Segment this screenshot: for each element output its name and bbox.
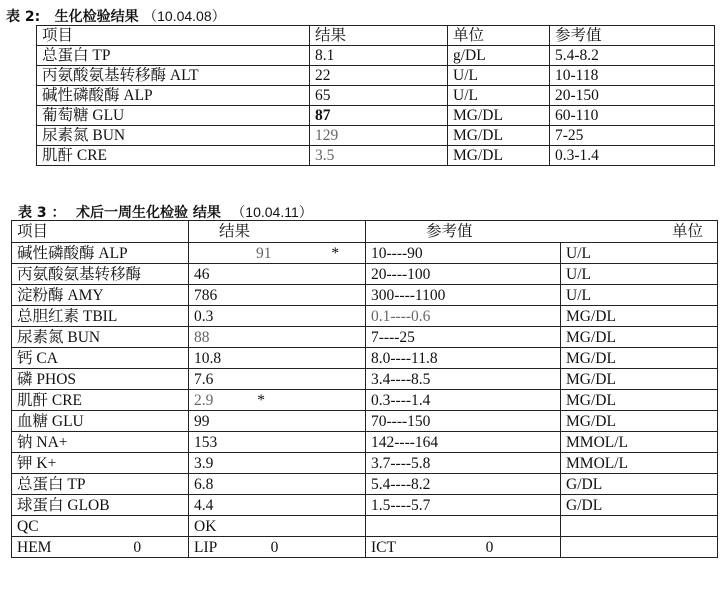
table-row bbox=[37, 86, 715, 106]
item-cell: 总蛋白 TP bbox=[12, 474, 189, 495]
ref-cell: 60-110 bbox=[550, 106, 715, 126]
ref-cell: 10----90 bbox=[366, 243, 561, 264]
table-row bbox=[37, 106, 715, 126]
lip-cell bbox=[189, 537, 366, 558]
ref-cell: 70----150 bbox=[366, 411, 561, 432]
item-cell: 肌酐 CRE bbox=[37, 146, 310, 166]
item-cell: 钾 K+ bbox=[12, 453, 189, 474]
table2-header-row bbox=[12, 221, 718, 243]
ref-cell: 20----100 bbox=[366, 264, 561, 285]
table1-header-item: 项目 bbox=[37, 26, 310, 46]
table-row bbox=[12, 348, 718, 369]
empty-cell bbox=[366, 516, 561, 537]
result-cell bbox=[189, 390, 366, 411]
hem-cell bbox=[12, 537, 189, 558]
result-cell: 87 bbox=[310, 106, 448, 126]
unit-cell: MG/DL bbox=[561, 327, 718, 348]
table-row bbox=[12, 306, 718, 327]
ref-cell: 7-25 bbox=[550, 126, 715, 146]
ref-cell: 10-118 bbox=[550, 66, 715, 86]
table2-header-result: 结果 bbox=[189, 221, 366, 243]
table1 bbox=[36, 25, 715, 166]
hem-label: HEM bbox=[17, 538, 52, 556]
ref-cell: 300----1100 bbox=[366, 285, 561, 306]
item-cell: 碱性磷酸酶 ALP bbox=[12, 243, 189, 264]
result-cell bbox=[189, 243, 366, 264]
result-cell: 4.4 bbox=[189, 495, 366, 516]
result-cell: 6.8 bbox=[189, 474, 366, 495]
qc-value: OK bbox=[189, 516, 366, 537]
unit-cell: MG/DL bbox=[448, 126, 550, 146]
item-cell: 丙氨酸氨基转移酶 bbox=[12, 264, 189, 285]
table-row bbox=[37, 46, 715, 66]
table1-header-row bbox=[37, 26, 715, 46]
lip-value: 0 bbox=[270, 538, 279, 556]
table2-caption bbox=[18, 202, 313, 222]
ref-cell: 0.1----0.6 bbox=[366, 306, 561, 327]
ict-cell bbox=[366, 537, 561, 558]
ref-cell: 1.5----5.7 bbox=[366, 495, 561, 516]
result-cell: 129 bbox=[310, 126, 448, 146]
table-row bbox=[12, 243, 718, 264]
unit-cell: U/L bbox=[561, 243, 718, 264]
unit-cell: U/L bbox=[448, 86, 550, 106]
item-cell: 总蛋白 TP bbox=[37, 46, 310, 66]
table-row bbox=[12, 390, 718, 411]
unit-cell: MG/DL bbox=[448, 146, 550, 166]
ict-label: ICT bbox=[371, 538, 396, 556]
result-cell: 153 bbox=[189, 432, 366, 453]
unit-cell: MMOL/L bbox=[561, 453, 718, 474]
table-row bbox=[12, 495, 718, 516]
unit-cell: MG/DL bbox=[561, 369, 718, 390]
item-cell: 碱性磷酸酶 ALP bbox=[37, 86, 310, 106]
table2-caption-title: 术后一周生化检验 结果 bbox=[75, 205, 221, 221]
item-cell: 球蛋白 GLOB bbox=[12, 495, 189, 516]
result-cell: 8.1 bbox=[310, 46, 448, 66]
unit-cell: G/DL bbox=[561, 474, 718, 495]
table-row bbox=[12, 264, 718, 285]
table-row bbox=[12, 432, 718, 453]
result-cell: 3.9 bbox=[189, 453, 366, 474]
table2 bbox=[11, 220, 718, 558]
table-row bbox=[12, 285, 718, 306]
result-value: 91 bbox=[256, 244, 272, 262]
result-cell: 22 bbox=[310, 66, 448, 86]
table-row bbox=[12, 453, 718, 474]
item-cell: 总胆红素 TBIL bbox=[12, 306, 189, 327]
item-cell: 磷 PHOS bbox=[12, 369, 189, 390]
item-cell: 钙 CA bbox=[12, 348, 189, 369]
unit-cell: MG/DL bbox=[561, 348, 718, 369]
table1-caption-title: 生化检验结果 bbox=[54, 9, 139, 25]
unit-cell: MG/DL bbox=[561, 306, 718, 327]
table2-header-unit: 单位 bbox=[561, 221, 718, 243]
item-cell: 肌酐 CRE bbox=[12, 390, 189, 411]
unit-cell: MG/DL bbox=[561, 411, 718, 432]
table-row bbox=[37, 146, 715, 166]
abnormal-flag: * bbox=[331, 244, 340, 262]
index-row bbox=[12, 537, 718, 558]
ref-cell: 0.3-1.4 bbox=[550, 146, 715, 166]
unit-cell: U/L bbox=[561, 285, 718, 306]
result-cell: 0.3 bbox=[189, 306, 366, 327]
table-row bbox=[37, 66, 715, 86]
table-row bbox=[12, 411, 718, 432]
item-cell: 淀粉酶 AMY bbox=[12, 285, 189, 306]
result-value: 2.9 bbox=[194, 391, 214, 409]
table-row bbox=[12, 369, 718, 390]
result-cell: 65 bbox=[310, 86, 448, 106]
item-cell: 钠 NA+ bbox=[12, 432, 189, 453]
ref-cell: 7----25 bbox=[366, 327, 561, 348]
ref-cell: 20-150 bbox=[550, 86, 715, 106]
table1-caption bbox=[6, 6, 226, 26]
abnormal-flag: * bbox=[257, 391, 265, 409]
ref-cell: 3.4----8.5 bbox=[366, 369, 561, 390]
result-cell: 786 bbox=[189, 285, 366, 306]
unit-cell: MMOL/L bbox=[561, 432, 718, 453]
unit-cell: g/DL bbox=[448, 46, 550, 66]
ref-cell: 142----164 bbox=[366, 432, 561, 453]
empty-cell bbox=[561, 537, 718, 558]
table2-caption-date: （10.04.11） bbox=[231, 204, 313, 220]
table2-header-item: 项目 bbox=[12, 221, 189, 243]
ref-cell: 5.4-8.2 bbox=[550, 46, 715, 66]
table1-caption-prefix: 表 2: bbox=[6, 9, 41, 25]
item-cell: 血糖 GLU bbox=[12, 411, 189, 432]
unit-cell: U/L bbox=[448, 66, 550, 86]
hem-value: 0 bbox=[133, 538, 142, 556]
qc-label: QC bbox=[12, 516, 189, 537]
qc-row bbox=[12, 516, 718, 537]
table1-header-ref: 参考值 bbox=[550, 26, 715, 46]
table1-header-result: 结果 bbox=[310, 26, 448, 46]
ref-cell: 3.7----5.8 bbox=[366, 453, 561, 474]
result-cell: 46 bbox=[189, 264, 366, 285]
ref-cell: 0.3----1.4 bbox=[366, 390, 561, 411]
unit-cell: G/DL bbox=[561, 495, 718, 516]
lip-label: LIP bbox=[194, 538, 217, 556]
item-cell: 丙氨酸氨基转移酶 ALT bbox=[37, 66, 310, 86]
table2-header-ref: 参考值 bbox=[366, 221, 561, 243]
item-cell: 尿素氮 BUN bbox=[12, 327, 189, 348]
unit-cell: MG/DL bbox=[561, 390, 718, 411]
table-row bbox=[12, 327, 718, 348]
table-row bbox=[12, 474, 718, 495]
result-cell: 88 bbox=[189, 327, 366, 348]
item-cell: 葡萄糖 GLU bbox=[37, 106, 310, 126]
ref-cell: 5.4----8.2 bbox=[366, 474, 561, 495]
unit-cell: MG/DL bbox=[448, 106, 550, 126]
table-row bbox=[37, 126, 715, 146]
item-cell: 尿素氮 BUN bbox=[37, 126, 310, 146]
empty-cell bbox=[561, 516, 718, 537]
unit-cell: U/L bbox=[561, 264, 718, 285]
table1-caption-date: （10.04.08） bbox=[143, 8, 226, 24]
ict-value: 0 bbox=[485, 538, 494, 556]
table1-header-unit: 单位 bbox=[448, 26, 550, 46]
result-cell: 10.8 bbox=[189, 348, 366, 369]
result-cell: 7.6 bbox=[189, 369, 366, 390]
table2-caption-prefix: 表 3 ： bbox=[18, 205, 66, 221]
result-cell: 99 bbox=[189, 411, 366, 432]
result-cell: 3.5 bbox=[310, 146, 448, 166]
ref-cell: 8.0----11.8 bbox=[366, 348, 561, 369]
